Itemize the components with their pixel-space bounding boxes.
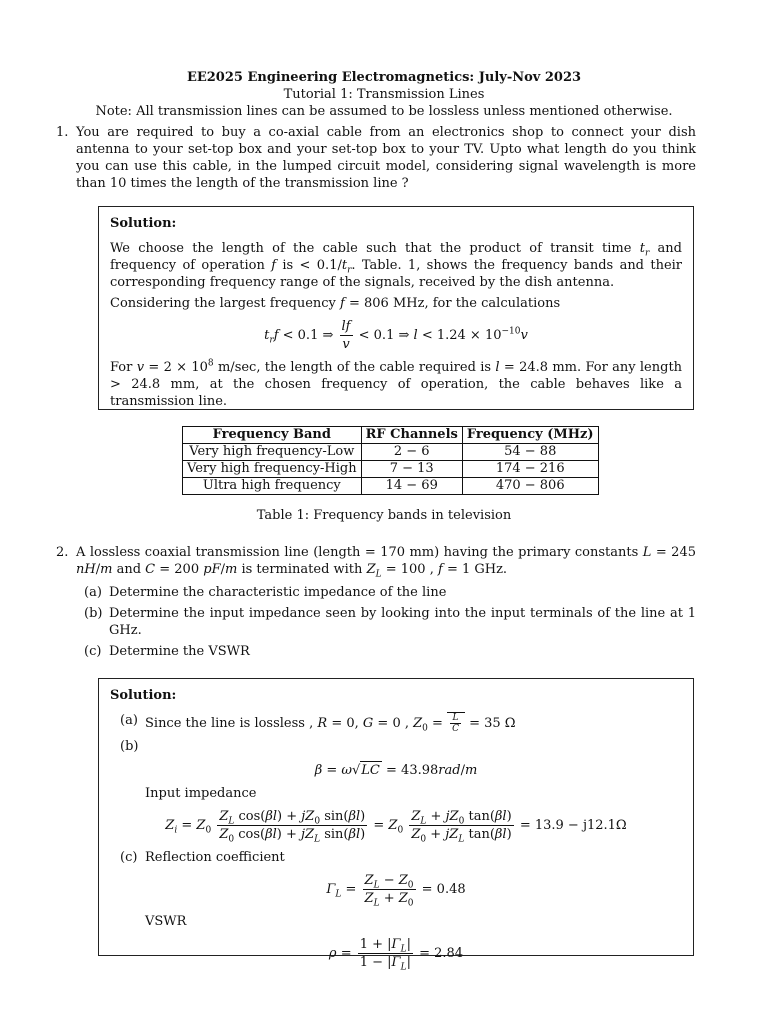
document-header [0,69,768,120]
question-text: and [116,562,142,577]
subpart-text: Determine the VSWR [109,644,250,659]
solution-text: = 2 × 10 [148,360,208,375]
question-text: = 245 [655,545,696,560]
solution-text: Reflection coefficient [145,850,285,865]
solution-part-c [110,849,682,866]
vswr-label: VSWR [145,914,187,929]
subpart-text: Determine the input impedance seen by looking into the input terminals of the line at 1 GHz. [109,606,696,638]
subpart-label: (b) [84,606,103,621]
question-text: = 1 GHz. [446,562,508,577]
question-text: is terminated with [241,562,363,577]
question-text: = 200 [159,562,200,577]
question-number: 2. [56,545,69,560]
solution-paragraph: For $v = 2 \times 10^8$ m/sec, the length of the cable required is l = 24.8 mm. For any length > 24.8 mm, at the chosen frequency of operation, the cable behaves like a transmission line. [110,358,683,409]
equation-length-bound: $t_rf < 0.1$ ⇒ $\frac{lf}{v}$ < 0.1 ⇒ $l < 1.24 \times 10^{-10}v$ [264,319,528,352]
column-header: Frequency Band [183,427,362,444]
subpart-a [76,584,696,601]
table-caption: Table 1: Frequency bands in television [256,508,512,523]
subpart-label: (a) [84,585,102,600]
solution-part-label: (b) [120,739,139,754]
question-1 [56,124,696,192]
question-2: 2. A lossless coaxial transmission line (length = 170 mm) having the primary constants L = 245 nH/m and C = 200 pF/m is terminated with $Z_L = 100$ , f = 1 GHz. (a) Determine the characteristic impedance of the line (b) Determine the input impedance seen by looking into the input terminals of the line at 1 GHz. (c) Determine the VSWR [56,545,696,659]
tutorial-title: Tutorial 1: Transmission Lines [283,87,485,102]
table-cell: 7 − 13 [361,461,462,478]
question-number: 1. [56,125,69,140]
solution-title: Solution: [110,216,177,231]
subpart-b [76,605,696,639]
table-row [183,461,599,478]
table-cell: 2 − 6 [361,444,462,461]
solution-result: = 35 Ω [469,716,516,731]
solution-text: = 24.8 mm. For any length > 24.8 mm, at the chosen frequency of operation, the cable behaves like a transmission line. [110,360,683,409]
input-impedance-label: Input impedance [145,786,257,801]
solution-paragraph: We choose the length of the cable such that the product of transit time $t_r$ and frequency of operation f is < $0.1/t_r$. Table. 1, shows the frequency bands and their corresponding frequency range of the signals, received by the dish antenna. [110,241,683,290]
solution-part-a: (a) Since the line is lossless , R = 0, G = 0 , $Z_0$ = $\frac{L}{C}$ = 35 Ω [120,713,516,734]
table-cell: 174 − 216 [462,461,598,478]
equation-beta: β = ω√LC = 43.98rad/m [314,763,478,778]
equation-part: = 43.98 [386,763,439,778]
equation-input-impedance: $Z_i = Z_0$ $\frac{Z_L \cos(\beta l) + jZ_0 \sin(\beta l)}{Z_0 \cos(\beta l) + jZ_L \sin(\beta l)}$ = $Z_0$ $\frac{Z_L + jZ_0 \tan(\beta l)}{Z_0 + jZ_L \tan(\beta l)}$ = 13.9 − j12.1Ω [165,809,627,845]
solution-text: is [282,258,294,273]
equation-exponent: −10 [501,326,521,337]
equation-vswr: ρ = $\frac{1 + |\Gamma_L|}{1 - |\Gamma_L|}$ = 2.84 [328,937,464,973]
equation-part: < 0.1 ⇒ [358,328,410,343]
equation-part: = 13.9 − j12.1Ω [519,818,627,833]
solution-box-1 [98,206,694,410]
column-header: RF Channels [361,427,462,444]
equation-exponent: 8 [207,358,214,369]
solution-text: For [110,360,133,375]
solution-text: Table. 1, shows the frequency bands and their corresponding frequency range of the signals, received by the dish antenna. [110,258,683,290]
equation-part: < 1.24 × 10 [421,328,502,343]
question-subparts [76,584,696,660]
solution-text: = 0, [331,716,359,731]
frequency-bands-table [182,426,599,495]
solution-box-2 [98,678,694,973]
table-cell: Very high frequency-Low [183,444,362,461]
solution-text: m/sec, the length of the cable required is [217,360,492,375]
table-row [183,478,599,495]
solution-text: = 0 , [377,716,409,731]
table-header-row [183,427,599,444]
solution-text: Considering the largest frequency [110,296,336,311]
equation-part: = 2.84 [419,946,464,961]
solution-title: Solution: [110,688,177,703]
solution-text: We choose the length of the cable such that the product of transit time [110,241,632,256]
question-text: = 100 , [385,562,434,577]
equation-part: = 0.48 [421,882,466,897]
solution-text: Since the line is lossless , [145,716,314,731]
solution-part-label: (a) [120,713,138,728]
question-text: A lossless coaxial transmission line (length = 170 mm) having the primary constants [76,545,639,560]
subpart-c [76,643,696,660]
solution-text: = 806 MHz, for the calculations [348,296,561,311]
header-note: Note: All transmission lines can be assumed to be lossless unless mentioned otherwise. [95,104,673,119]
subpart-label: (c) [84,644,102,659]
table-cell: 54 − 88 [462,444,598,461]
equation-part: < 0.1 ⇒ [282,328,334,343]
table-row [183,444,599,461]
equation-reflection: $\Gamma_L$ = $\frac{Z_L - Z_0}{Z_L + Z_0}$ = 0.48 [326,873,466,909]
solution-part-label: (c) [120,850,138,865]
table-cell: 470 − 806 [462,478,598,495]
course-title: EE2025 Engineering Electromagnetics: July-Nov 2023 [186,70,582,85]
solution-text: and frequency of operation [110,241,682,273]
table-cell: 14 − 69 [361,478,462,495]
solution-paragraph: Considering the largest frequency f = 806 MHz, for the calculations [110,296,561,311]
table-cell: Very high frequency-High [183,461,362,478]
solution-part-b [110,738,682,755]
subpart-text: Determine the characteristic impedance of the line [109,585,447,600]
table-cell: Ultra high frequency [183,478,362,495]
question-text: You are required to buy a co-axial cable from an electronics shop to connect your dish antenna to your set-top box and your set-top box to your TV. Upto what length do you think you can use this cable, in the lumped circuit model, considering signal wavelength is more than 10 times the length of the transmission line ? [76,125,696,191]
column-header: Frequency (MHz) [462,427,598,444]
